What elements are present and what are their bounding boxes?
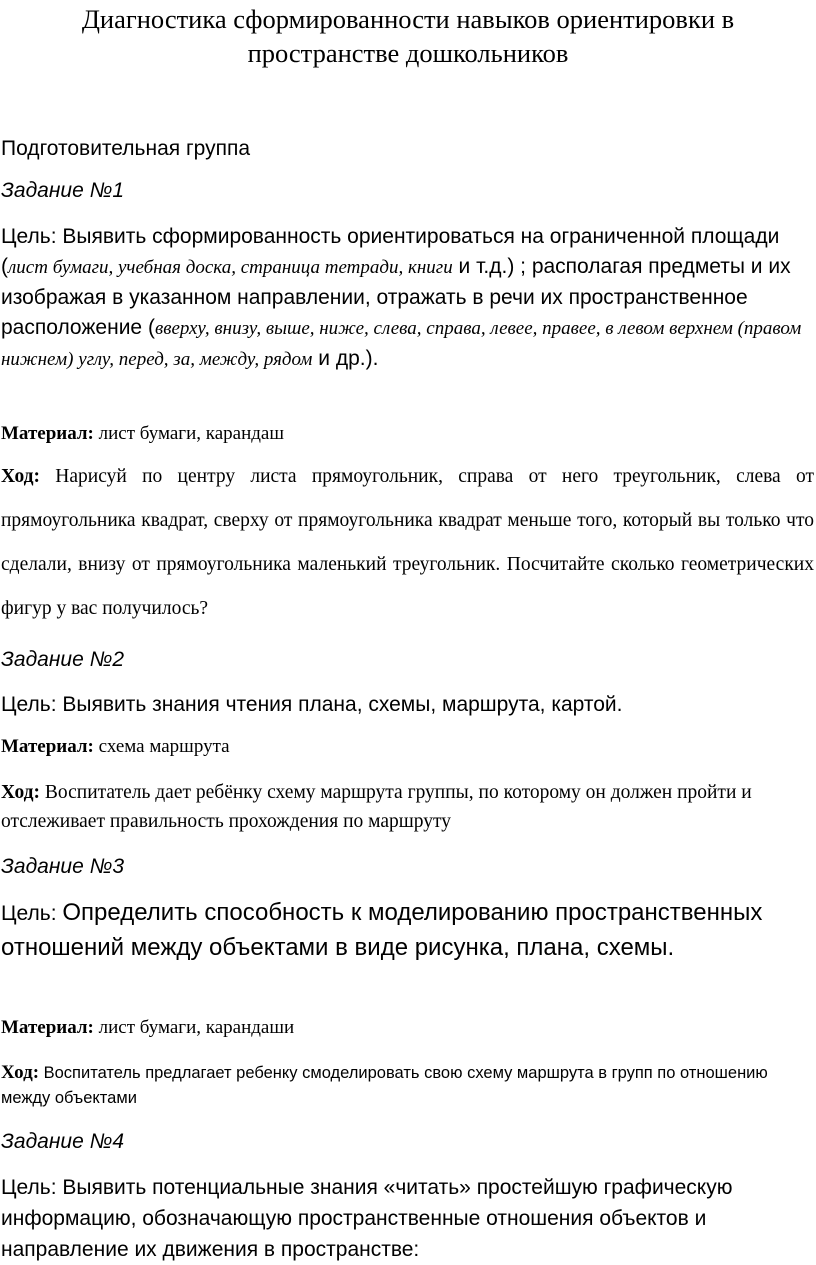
material-text: схема маршрута [93, 736, 230, 757]
title-line-1: Диагностика сформированности навыков ориентировки в [81, 4, 735, 34]
task-4-goal [1, 1172, 812, 1265]
task-3-material [1, 1014, 816, 1042]
task-1-course [1, 455, 814, 631]
page-title [0, 2, 816, 70]
material-label: Материал: [1, 1017, 94, 1038]
goal-text-3: и др.). [312, 347, 379, 370]
course-label: Ход: [1, 1062, 40, 1083]
course-label: Ход: [1, 466, 41, 487]
goal-text: Выявить знания чтения плана, схемы, маршрута, картой. [62, 693, 623, 716]
course-text: Воспитатель предлагает ребенку смоделировать свою схему маршрута в групп по отношению между объектами [1, 1064, 768, 1107]
task-3-course [1, 1061, 814, 1111]
goal-examples: лист бумаги, учебная доска, страница тетради, книги [8, 257, 453, 278]
goal-text-2: и т.д.) ; располагая предметы и их изображая в указанном направлении, отражать в речи их пространственное расположение ( [1, 255, 791, 339]
goal-text: Выявить потенциальные знания «читать» простейшую графическую информацию, обозначающую пространственные отношения объектов и направление их движения в пространстве: [1, 1176, 733, 1261]
goal-label: Цель: [1, 225, 63, 248]
goal-examples-2: вверху, внизу, выше, ниже, слева, справа, левее, правее, в левом верхнем (правом нижнем) углу, перед, за, между, рядом [1, 318, 802, 370]
title-line-2: пространстве дошкольников [247, 38, 569, 68]
task-1-material [1, 420, 816, 448]
task-2-heading: Задание №2 [1, 648, 125, 671]
task-4-heading: Задание №4 [1, 1130, 125, 1153]
task-3-goal [1, 895, 812, 965]
goal-label: Цель: [1, 1176, 63, 1199]
task-2-goal [1, 690, 812, 720]
task-1-heading: Задание №1 [1, 179, 125, 202]
group-label: Подготовительная группа [1, 137, 250, 160]
task-1-goal [1, 222, 812, 375]
course-label: Ход: [1, 782, 41, 803]
goal-label: Цель: [1, 902, 63, 925]
task-2-material [1, 733, 816, 761]
task-2-course [1, 778, 814, 836]
material-label: Материал: [1, 736, 94, 757]
material-text: лист бумаги, карандаш [93, 423, 284, 444]
task-3-heading: Задание №3 [1, 855, 125, 878]
material-label: Материал: [1, 423, 94, 444]
goal-label: Цель: [1, 693, 63, 716]
goal-text: Выявить сформированность ориентироваться на ограниченной площади ( [1, 225, 780, 278]
goal-text: Определить способность к моделированию пространственных отношений между объектами в виде рисунка, плана, схемы. [1, 899, 763, 961]
course-text: Воспитатель дает ребёнку схему маршрута группы, по которому он должен пройти и отслеживает правильность прохождения по маршруту [1, 782, 752, 832]
course-text: Нарисуй по центру листа прямоугольник, справа от него треугольник, слева от прямоугольника квадрат, сверху от прямоугольника квадрат меньше того, который вы только что сделали, внизу от прямоугольника маленький треугольник. Посчитайте сколько геометрических фигур у вас получилось? [1, 466, 814, 619]
material-text: лист бумаги, карандаши [93, 1017, 295, 1038]
